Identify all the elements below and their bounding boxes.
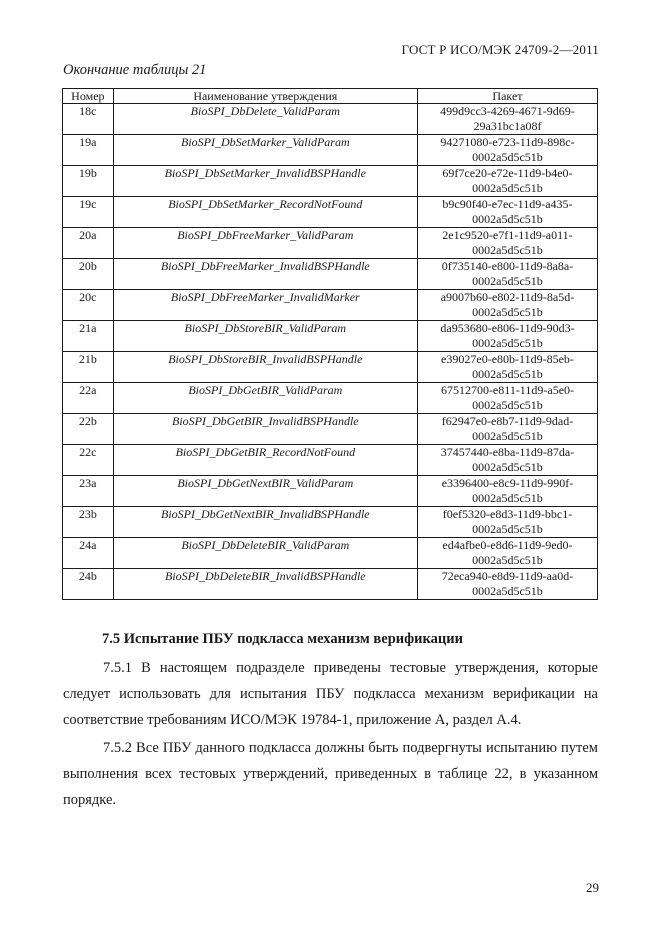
row-package-cell — [417, 321, 597, 352]
table-row — [63, 290, 598, 321]
row-package-cell — [417, 383, 597, 414]
row-number-cell: 19c — [63, 197, 114, 228]
row-package-cell — [417, 569, 597, 600]
table-row — [63, 166, 598, 197]
row-package-cell — [417, 290, 597, 321]
row-number-cell: 21b — [63, 352, 114, 383]
package-line-1: 69f7ce20-e72e-11d9-b4e0- — [442, 166, 573, 180]
row-package-cell — [417, 166, 597, 197]
row-assertion-name-cell: BioSPI_DbDelete_ValidParam — [113, 104, 417, 135]
row-package-cell — [417, 445, 597, 476]
row-assertion-name-cell: BioSPI_DbStoreBIR_ValidParam — [113, 321, 417, 352]
package-line-2: 0002a5d5c51b — [472, 491, 543, 505]
package-line-2: 0002a5d5c51b — [472, 181, 543, 195]
paragraph-7-5-2-text: 7.5.2 Все ПБУ данного подкласса должны быть подвергнуты испытанию путем выполнения всех тестовых утверждений, приведенных в таблице 22, в указанном порядке. — [63, 740, 598, 808]
table-row — [63, 476, 598, 507]
row-assertion-name-cell: BioSPI_DbDeleteBIR_InvalidBSPHandle — [113, 569, 417, 600]
section-heading: 7.5 Испытание ПБУ подкласса механизм верификации — [102, 631, 463, 647]
table-header-row — [63, 89, 598, 104]
package-line-1: e39027e0-e80b-11d9-85eb- — [441, 352, 574, 366]
table-row — [63, 197, 598, 228]
row-assertion-name-cell: BioSPI_DbSetMarker_ValidParam — [113, 135, 417, 166]
row-assertion-name-cell: BioSPI_DbGetNextBIR_InvalidBSPHandle — [113, 507, 417, 538]
row-number-cell: 20c — [63, 290, 114, 321]
row-package-cell — [417, 414, 597, 445]
row-number-cell: 21a — [63, 321, 114, 352]
row-assertion-name-cell: BioSPI_DbFreeMarker_ValidParam — [113, 228, 417, 259]
row-number-cell: 23b — [63, 507, 114, 538]
table-row — [63, 228, 598, 259]
page-number: 29 — [586, 880, 599, 895]
package-line-2: 0002a5d5c51b — [472, 274, 543, 288]
table-row — [63, 383, 598, 414]
table-row — [63, 321, 598, 352]
package-line-2: 0002a5d5c51b — [472, 150, 543, 164]
row-number-cell: 24b — [63, 569, 114, 600]
column-header-number: Номер — [63, 89, 114, 104]
package-line-2: 0002a5d5c51b — [472, 398, 543, 412]
paragraph-7-5-1 — [63, 655, 598, 733]
package-line-1: e3396400-e8c9-11d9-990f- — [441, 476, 574, 490]
table-row — [63, 538, 598, 569]
row-package-cell — [417, 197, 597, 228]
row-number-cell: 19b — [63, 166, 114, 197]
row-number-cell: 22c — [63, 445, 114, 476]
row-assertion-name-cell: BioSPI_DbDeleteBIR_ValidParam — [113, 538, 417, 569]
row-package-cell — [417, 476, 597, 507]
row-package-cell — [417, 135, 597, 166]
row-number-cell: 24a — [63, 538, 114, 569]
package-line-2: 0002a5d5c51b — [472, 460, 543, 474]
row-assertion-name-cell: BioSPI_DbFreeMarker_InvalidMarker — [113, 290, 417, 321]
row-number-cell: 20a — [63, 228, 114, 259]
package-line-2: 0002a5d5c51b — [472, 336, 543, 350]
package-line-2: 0002a5d5c51b — [472, 522, 543, 536]
row-assertion-name-cell: BioSPI_DbGetBIR_InvalidBSPHandle — [113, 414, 417, 445]
paragraph-7-5-1-text: 7.5.1 В настоящем подразделе приведены тестовые утверждения, которые следует использовать для испытания ПБУ подкласса механизм верификации на соответствие требованиям ИСО/МЭК 19784-1, приложение А, раздел А.4. — [63, 660, 598, 728]
row-assertion-name-cell: BioSPI_DbGetBIR_RecordNotFound — [113, 445, 417, 476]
row-assertion-name-cell: BioSPI_DbGetBIR_ValidParam — [113, 383, 417, 414]
table-row — [63, 445, 598, 476]
row-package-cell — [417, 507, 597, 538]
row-assertion-name-cell: BioSPI_DbSetMarker_InvalidBSPHandle — [113, 166, 417, 197]
row-package-cell — [417, 259, 597, 290]
table-row — [63, 135, 598, 166]
row-package-cell — [417, 228, 597, 259]
package-line-2: 0002a5d5c51b — [472, 553, 543, 567]
row-number-cell: 23a — [63, 476, 114, 507]
package-line-1: f0ef5320-e8d3-11d9-bbc1- — [442, 507, 573, 521]
row-package-cell — [417, 104, 597, 135]
package-line-2: 0002a5d5c51b — [472, 584, 543, 598]
package-line-1: 72eca940-e8d9-11d9-aa0d- — [441, 569, 574, 583]
assertions-table — [62, 88, 598, 600]
package-line-1: 37457440-e8ba-11d9-87da- — [440, 445, 575, 459]
row-number-cell: 18с — [63, 104, 114, 135]
paragraph-7-5-2 — [63, 735, 598, 813]
column-header-package: Пакет — [417, 89, 597, 104]
column-header-name: Наименование утверждения — [113, 89, 417, 104]
table-row — [63, 569, 598, 600]
row-number-cell: 22a — [63, 383, 114, 414]
table-row — [63, 414, 598, 445]
row-assertion-name-cell: BioSPI_DbFreeMarker_InvalidBSPHandle — [113, 259, 417, 290]
row-package-cell — [417, 538, 597, 569]
package-line-2: 0002a5d5c51b — [472, 243, 543, 257]
table-row — [63, 104, 598, 135]
package-line-1: a9007b60-e802-11d9-8a5d- — [440, 290, 575, 304]
table-body — [63, 104, 598, 600]
package-line-1: ed4afbe0-e8d6-11d9-9ed0- — [442, 538, 573, 552]
row-package-cell — [417, 352, 597, 383]
table-caption: Окончание таблицы 21 — [63, 62, 207, 78]
document-header-id: ГОСТ Р ИСО/МЭК 24709-2—2011 — [401, 42, 599, 57]
package-line-1: 499d9cc3-4269-4671-9d69- — [440, 104, 575, 118]
package-line-1: 2e1c9520-e7f1-11d9-a011- — [442, 228, 573, 242]
package-line-1: da953680-e806-11d9-90d3- — [440, 321, 575, 335]
row-assertion-name-cell: BioSPI_DbGetNextBIR_ValidParam — [113, 476, 417, 507]
table-row — [63, 507, 598, 538]
package-line-1: f62947e0-e8b7-11d9-9dad- — [441, 414, 574, 428]
package-line-2: 0002a5d5c51b — [472, 429, 543, 443]
row-assertion-name-cell: BioSPI_DbSetMarker_RecordNotFound — [113, 197, 417, 228]
package-line-2: 0002a5d5c51b — [472, 305, 543, 319]
package-line-1: b9c90f40-e7ec-11d9-a435- — [442, 197, 573, 211]
table-row — [63, 259, 598, 290]
row-number-cell: 22b — [63, 414, 114, 445]
row-assertion-name-cell: BioSPI_DbStoreBIR_InvalidBSPHandle — [113, 352, 417, 383]
row-number-cell: 20b — [63, 259, 114, 290]
table-row — [63, 352, 598, 383]
package-line-2: 0002a5d5c51b — [472, 212, 543, 226]
package-line-2: 0002a5d5c51b — [472, 367, 543, 381]
package-line-1: 67512700-e811-11d9-a5e0- — [440, 383, 575, 397]
package-line-1: 0f735140-e800-11d9-8a8a- — [441, 259, 574, 273]
row-number-cell: 19a — [63, 135, 114, 166]
package-line-1: 94271080-e723-11d9-898c- — [440, 135, 575, 149]
package-line-2: 29a31bc1a08f — [473, 119, 542, 133]
